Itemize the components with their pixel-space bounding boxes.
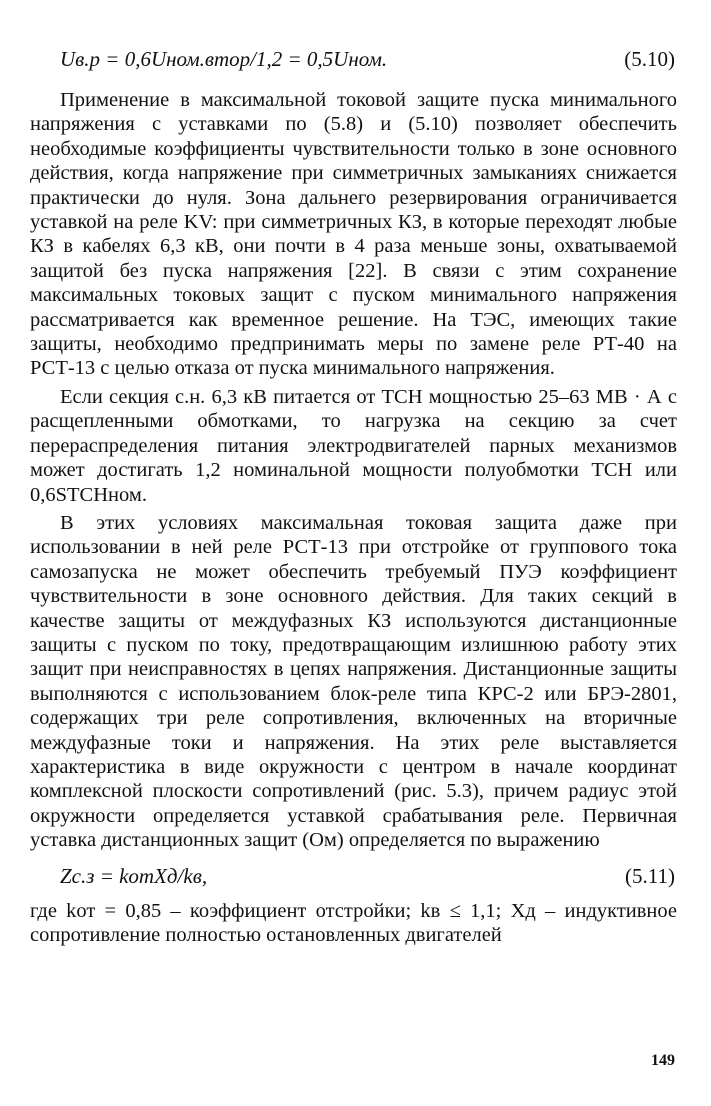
page-number: 149	[651, 1052, 675, 1069]
formula-5-11	[30, 861, 677, 891]
formula-expression: Zс.з = kотXд/kв,	[60, 863, 208, 888]
formula-5-10	[30, 44, 677, 74]
formula-expression: Uв.р = 0,6Uном.втор/1,2 = 0,5Uном.	[60, 47, 388, 71]
formula-number: (5.10)	[624, 47, 675, 71]
formula-number: (5.11)	[625, 863, 675, 888]
paragraph-distance-protection: В этих условиях максимальная токовая защита даже при использовании в ней реле РСТ-13 при отстройке от группового тока самозапуска не может обеспечить требуемый ПУЭ коэффициент чувствительности в зоне основного действия. Для таких секций в качестве защиты от междуфазных КЗ используются дистанционные защиты с пуском по току, предотвращающим излишнюю работу этих защит при неисправностях в цепях напряжения. Дистанционные защиты выполняются с использованием блок-реле типа КРС-2 или БРЭ-2801, содержащих три реле сопротивления, включенных на вторичные междуфазные токи и напряжения. На этих реле выставляется характеристика в виде окружности с центром в начале координат комплексной плоскости сопротивлений (рис. 5.3), причем радиус этой окружности определяется уставкой срабатывания реле. Первичная уставка дистанционных защит (Ом) определяется по выражению	[30, 511, 677, 852]
paragraph-tsn-section: Если секция с.н. 6,3 кВ питается от ТСН мощностью 25–63 МВ · А с расщепленными обмотками, то нагрузка на секцию за счет перераспределения питания электродвигателей парных механизмов может достигать 1,2 номинальной мощности полуобмотки ТСН или 0,6SТСНном.	[30, 385, 677, 506]
paragraph-min-voltage-start: Применение в максимальной токовой защите пуска минимального напряжения с уставками по (5.8) и (5.10) позволяет обеспечить необходимые коэффициенты чувствительности только в зоне основного действия, когда напряжение при симметричных замыканиях снижается практически до нуля. Зона дальнего резервирования ограничивается уставкой на реле KV: при симметричных КЗ, в которые переходят любые КЗ в кабелях 6,3 кВ, они почти в 4 раза меньше зоны, охватываемой защитой без пуска напряжения [22]. В связи с этим сохранение максимальных токовых защит с пуском минимального напряжения рассматривается как временное решение. На ТЭС, имеющих такие защиты, необходимо предпринимать меры по замене реле РТ-40 на РСТ-13 с целью отказа от пуска минимального напряжения.	[30, 89, 677, 380]
paragraph-formula-legend: где kот = 0,85 – коэффициент отстройки; kв ≤ 1,1; Xд – индуктивное сопротивление полностью остановленных двигателей	[30, 899, 677, 946]
